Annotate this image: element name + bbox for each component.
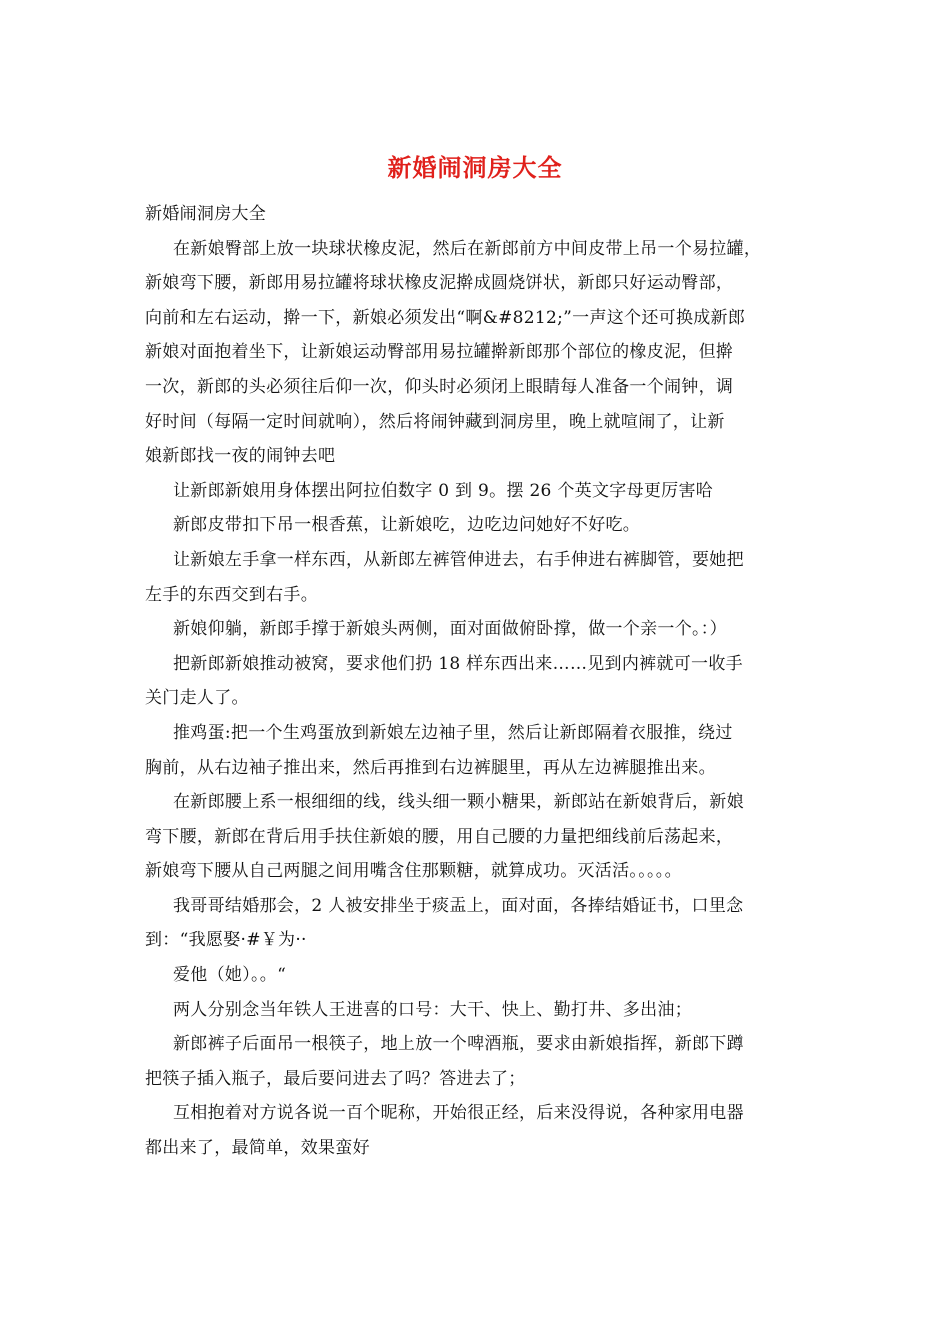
text-line: 到：“我愿娶·#￥为·· [145,930,307,951]
text-line: 我哥哥结婚那会，2 人被安排坐于痰盂上，面对面，各捧结婚证书，口里念 [173,895,744,916]
text-line: 推鸡蛋:把一个生鸡蛋放到新娘左边袖子里，然后让新郎隔着衣服推，绕过 [173,722,733,743]
document-body [145,197,813,1166]
text-line: 在新娘臀部上放一块球状橡皮泥，然后在新郎前方中间皮带上吊一个易拉罐， [173,238,762,259]
text-line: 弯下腰，新郎在背后用手扶住新娘的腰，用自己腰的力量把细线前后荡起来， [145,826,734,847]
text-line: 新郎裤子后面吊一根筷子，地上放一个啤酒瓶，要求由新娘指挥，新郎下蹲 [173,1034,744,1055]
text-line: 向前和左右运动，擀一下，新娘必须发出“啊&#8212;”一声这个还可换成新郎 [145,307,746,328]
text-line: 让新娘左手拿一样东西，从新郎左裤管伸进去，右手伸进右裤脚管，要她把 [173,549,744,570]
text-line: 把筷子插入瓶子，最后要问进去了吗？答进去了； [145,1068,526,1089]
text-line: 把新郎新娘推动被窝，要求他们扔 18 样东西出来……见到内裤就可一收手 [173,653,743,674]
text-line: 在新郎腰上系一根细细的线，线头细一颗小糖果，新郎站在新娘背后，新娘 [173,792,744,813]
text-line: 互相抱着对方说各说一百个昵称，开始很正经，后来没得说，各种家用电器 [173,1103,744,1124]
text-line: 胸前，从右边袖子推出来，然后再推到右边裤腿里，再从左边裤腿推出来。 [145,757,716,778]
text-line: 新婚闹洞房大全 [145,204,267,224]
text-line: 让新郎新娘用身体摆出阿拉伯数字 0 到 9。摆 26 个英文字母更厉害哈 [173,480,714,501]
text-line: 都出来了，最简单，效果蛮好 [145,1138,370,1159]
text-line: 一次，新郎的头必须往后仰一次，仰头时必须闭上眼睛每人准备一个闹钟，调 [145,376,734,397]
text-line: 娘新郎找一夜的闹钟去吧 [145,446,336,467]
text-line: 爱他（她）。。“ [173,965,287,986]
text-line: 新娘弯下腰，新郎用易拉罐将球状橡皮泥擀成圆烧饼状，新郎只好运动臀部， [145,273,734,294]
text-line: 好时间（每隔一定时间就响），然后将闹钟藏到洞房里，晚上就喧闹了，让新 [145,411,725,432]
text-line: 新郎皮带扣下吊一根香蕉，让新娘吃，边吃边问她好不好吃。 [173,515,641,536]
text-line: 新娘对面抱着坐下，让新娘运动臀部用易拉罐擀新郎那个部位的橡皮泥，但擀 [145,342,734,363]
text-line: 新娘仰躺，新郎手撑于新娘头两侧，面对面做俯卧撑，做一个亲一个。：） [173,619,727,640]
text-line: 左手的东西交到右手。 [145,584,318,605]
document-title: 新婚闹洞房大全 [387,153,563,182]
text-line: 两人分别念当年铁人王进喜的口号：大干、快上、勤打井、多出油； [173,999,692,1020]
text-line: 关门走人了。 [145,688,249,709]
text-line: 新娘弯下腰从自己两腿之间用嘴含住那颗糖，就算成功。灭活活。。。。。 [145,861,682,882]
